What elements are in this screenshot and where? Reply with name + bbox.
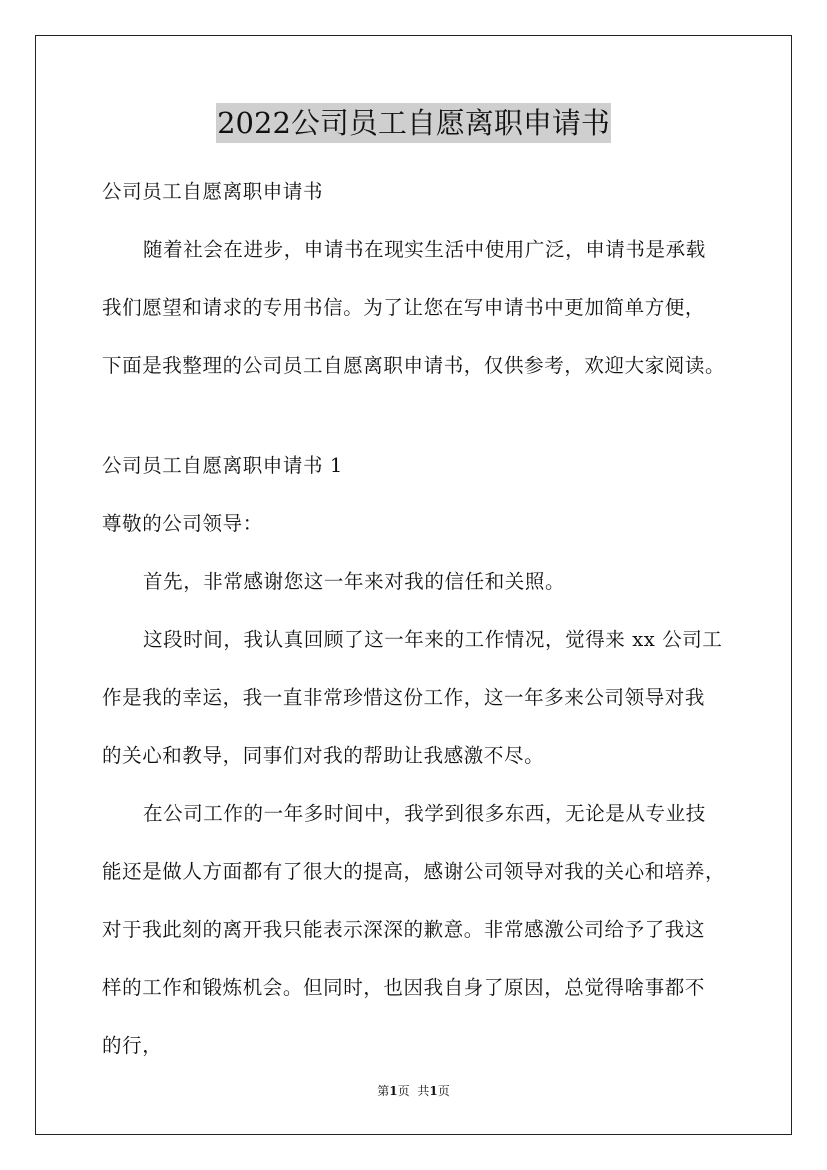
total-prefix: 共 <box>417 1084 430 1098</box>
section-heading: 公司员工自愿离职申请书 1 <box>102 454 343 477</box>
paragraph-line: 的行， <box>102 1034 163 1057</box>
paragraph-line: 对于我此刻的离开我只能表示深深的歉意。非常感激公司给予了我这 <box>102 918 706 941</box>
page-suffix: 页 <box>397 1084 410 1098</box>
intro-line: 我们愿望和请求的专用书信。为了让您在写申请书中更加简单方便， <box>102 296 706 319</box>
paragraph-line: 样的工作和锻炼机会。但同时，也因我自身了原因，总觉得啥事都不 <box>102 976 706 999</box>
paragraph-line: 在公司工作的一年多时间中，我学到很多东西，无论是从专业技 <box>143 802 706 825</box>
paragraph-line: 的关心和教导，同事们对我的帮助让我感激不尽。 <box>102 744 545 767</box>
page-prefix: 第 <box>377 1084 390 1098</box>
total-suffix: 页 <box>437 1084 450 1098</box>
total-pages: 1 <box>429 1084 438 1098</box>
paragraph-line: 这段时间，我认真回顾了这一年来的工作情况，觉得来 xx 公司工 <box>143 628 723 651</box>
page-footer <box>0 1082 827 1099</box>
intro-line: 随着社会在进步，申请书在现实生活中使用广泛，申请书是承载 <box>143 238 706 261</box>
section-spacer <box>102 395 742 437</box>
page-number: 1 <box>389 1084 398 1098</box>
document-body <box>102 163 742 1075</box>
paragraph-line: 首先，非常感谢您这一年来对我的信任和关照。 <box>143 570 566 593</box>
salutation: 尊敬的公司领导： <box>102 512 263 535</box>
intro-heading: 公司员工自愿离职申请书 <box>102 180 324 203</box>
title-container <box>0 103 827 143</box>
paragraph-line: 能还是做人方面都有了很大的提高，感谢公司领导对我的关心和培养， <box>102 860 726 883</box>
paragraph-line: 作是我的幸运，我一直非常珍惜这份工作，这一年多来公司领导对我 <box>102 686 706 709</box>
intro-line: 下面是我整理的公司员工自愿离职申请书，仅供参考，欢迎大家阅读。 <box>102 354 726 377</box>
document-title: 2022公司员工自愿离职申请书 <box>216 103 611 143</box>
